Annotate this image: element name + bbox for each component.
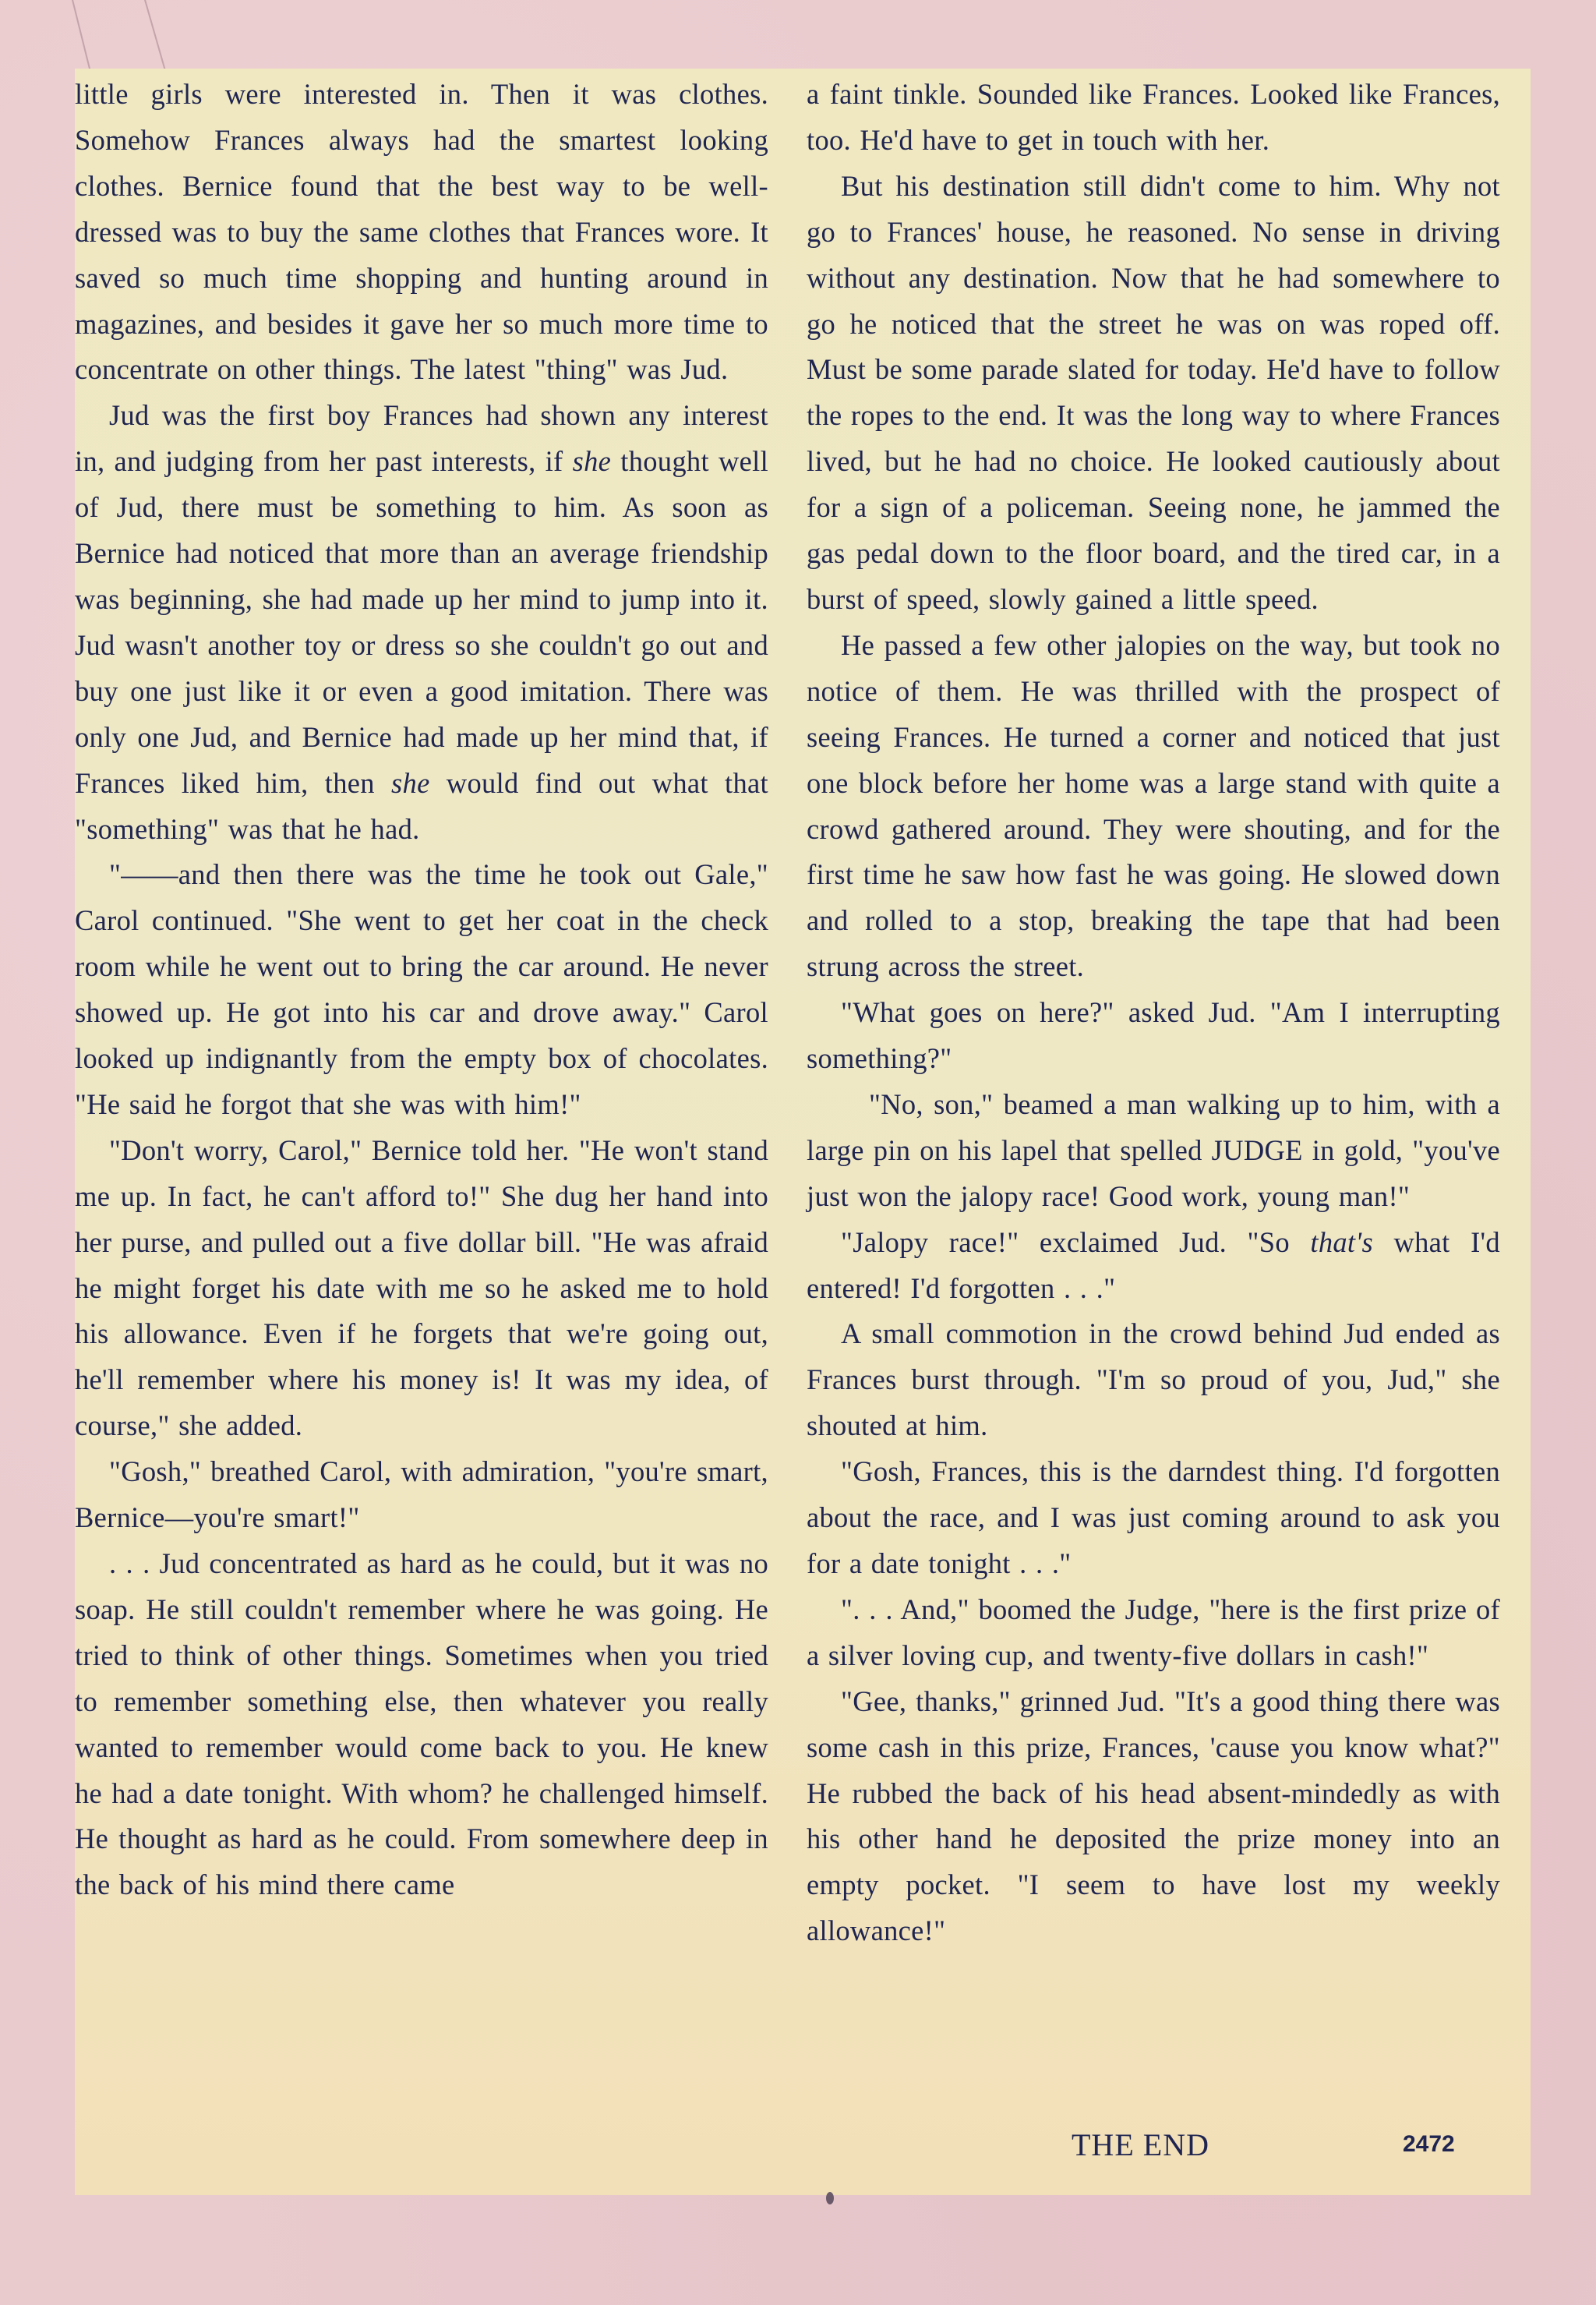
paragraph: "——and then there was the time he took out Gale," Carol continued. "She went to get her coat in the check room while he went out to bring the car around. He never showed up. He got into his car and drove away." Carol looked up indignantly from the empty box of chocolates. "He said he forgot that she was with him!" <box>75 858 768 1120</box>
paragraph: "Gosh," breathed Carol, with admiration, "you're smart, Bernice—you're smart!" <box>75 1455 768 1534</box>
paragraph: "Gosh, Frances, this is the darndest thing. I'd forgotten about the race, and I was just coming around to ask you for a date tonight . . ." <box>807 1455 1500 1579</box>
paragraph: a faint tinkle. Sounded like Frances. Looked like Frances, too. He'd have to get in touch with her. <box>807 78 1500 156</box>
paragraph: little girls were interested in. Then it was clothes. Somehow Frances always had the smartest looking clothes. Bernice found that the best way to be well-dressed was to buy the same clothes that Frances wore. It saved so much time shopping and hunting around in magazines, and besides it gave her so much more time to concentrate on other things. The latest "thing" was Jud. <box>75 78 768 386</box>
text-span: thought well of Jud, there must be something to him. As soon as Bernice had noticed that more than an average friendship was beginning, she had made up her mind to jump into it. Jud wasn't another toy or dress so she couldn't go out and buy one just like it or even a good imitation. There was only one Jud, and Bernice had made up her mind that, if Frances liked him, then <box>75 445 769 799</box>
paragraph: He passed a few other jalopies on the way, but took no notice of them. He was thrilled with the prospect of seeing Frances. He turned a corner and noticed that just one block before her home was a large stand with quite a crowd gathered around. They were shouting, and for the first time he saw how fast he was going. He slowed down and rolled to a stop, breaking the tape that had been strung across the street. <box>807 628 1500 983</box>
right-column <box>807 72 1500 1954</box>
the-end-label: THE END <box>1072 2127 1209 2162</box>
story-footer <box>807 2126 1500 2173</box>
ink-speck <box>826 2192 834 2204</box>
paragraph: . . . Jud concentrated as hard as he could, but it was no soap. He still couldn't remember where he was going. He tried to think of other things. Sometimes when you tried to remember something else, then whatever you really wanted to remember would come back to you. He knew he had a date tonight. With whom? he challenged himself. He thought as hard as he could. From somewhere deep in the back of his mind there came <box>75 1547 768 1901</box>
paragraph: But his destination still didn't come to him. Why not go to Frances' house, he reasoned. No sense in driving without any destination. Now that he had somewhere to go he noticed that the street he was on was roped off. Must be some parade slated for today. He'd have to follow the ropes to the end. It was the long way to where Frances lived, but he had no choice. He looked cautiously about for a sign of a policeman. Seeing none, he jammed the gas pedal down to the floor board, and the tired car, in a burst of speed, slowly gained a little speed. <box>807 169 1500 615</box>
paragraph: "Gee, thanks," grinned Jud. "It's a good thing there was some cash in this prize, Frances, 'cause you know what?" He rubbed the back of his head absent-mindedly as with his other hand he deposited the prize money into an empty pocket. "I seem to have lost my weekly allowance!" <box>807 1685 1500 1947</box>
left-column <box>75 72 768 1908</box>
paragraph: "Don't worry, Carol," Bernice told her. "He won't stand me up. In fact, he can't afford to!" She dug her hand into her purse, and pulled out a five dollar bill. "He was afraid he might forget his date with me so he asked me to hold his allowance. Even if he forgets that we're going out, he'll remember where his money is! It was my idea, of course," she added. <box>75 1133 768 1442</box>
paragraph <box>75 393 768 852</box>
text-span: "Jalopy race!" exclaimed Jud. "So <box>841 1225 1311 1258</box>
emphasis: she <box>391 766 430 799</box>
emphasis: she <box>572 445 612 478</box>
paragraph: A small commotion in the crowd behind Jud ended as Frances burst through. "I'm so proud of you, Jud," she shouted at him. <box>807 1317 1500 1442</box>
paragraph <box>807 1220 1500 1312</box>
paragraph: ". . . And," boomed the Judge, "here is the first prize of a silver loving cup, and twenty-five dollars in cash!" <box>807 1593 1500 1671</box>
page-code: 2472 <box>1403 2131 1455 2157</box>
emphasis: that's <box>1310 1225 1373 1258</box>
paragraph: "No, son," beamed a man walking up to him, with a large pin on his lapel that spelled JUDGE in gold, "you've just won the jalopy race! Good work, young man!" <box>807 1087 1500 1212</box>
text-span: what I'd entered! I'd forgotten . . ." <box>807 1225 1500 1304</box>
paragraph: "What goes on here?" asked Jud. "Am I interrupting something?" <box>807 996 1500 1075</box>
text-span: would find out what that "something" was that he had. <box>75 766 768 845</box>
text-span: Jud was the first boy Frances had shown any interest in, and judging from her past interests, if <box>75 399 768 478</box>
